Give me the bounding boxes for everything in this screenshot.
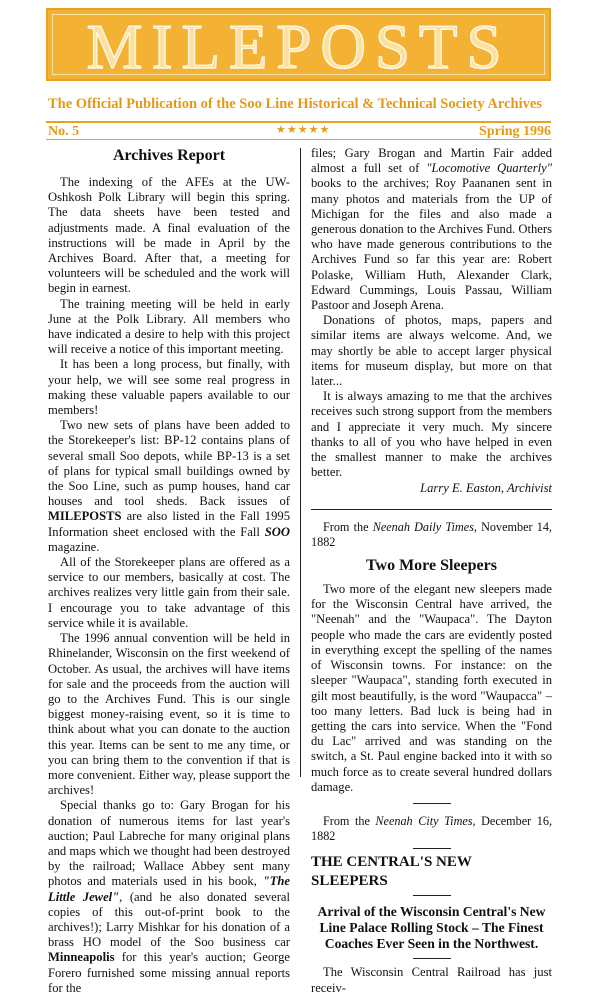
stars-ornament: ★★★★★ (276, 123, 331, 136)
sleepers-paragraph: Two more of the elegant new sleepers made for the Wisconsin Central have arrived, the "Neenah" and the "Waupaca". The Dayton people who made the cars are evidently posted in everything except the spelling of the names of Wisconsin towns. For instance: on the sleeper "Waupaca", standing forth executed in gilt most beautifully, is the word "Waupacca" – too many letters. Bad luck is being had in getting the cars into service. When the "Fond du Lac" arrived and was standing on the switch, a St. Paul engine backed into it with so much force as to create several hundred dollars damage. (311, 582, 552, 794)
source-line (311, 814, 552, 844)
text-span: for this year's auction; George Forero furnished some missing annual reports for the (48, 950, 290, 995)
business-car-name: Minneapolis (48, 950, 115, 965)
text-span: Special thanks go to: Gary Brogan for his donation of numerous items for last year's auction; Paul Labreche for many original plans and maps which we thought had been destroyed by the railroad; Wallace Abbey sent many photos and materials used in his book, (48, 798, 290, 889)
central-deck: Arrival of the Wisconsin Central's New Line Palace Rolling Stock – The Finest Coaches Ever Seen in the Northwest. (317, 904, 546, 952)
archives-paragraph: The 1996 annual convention will be held in Rhinelander, Wisconsin on the first weekend of October. As usual, the archives will have items for sale and the proceeds from the auction will go to the Archives Fund. This is our single biggest money-raising event, so it is time to think about what you can donate to the auction this year. Items can be sent to me any time, or you can bring them to the convention if that is more convenient. Either way, please support the archives! (48, 631, 290, 798)
text-span: From the (323, 519, 373, 534)
archives-paragraph: It is always amazing to me that the archives receives such strong support from the members and I appreciate it very much. My sincere thanks to all of you who have helped in even the smallest manner to make the archives better. (311, 389, 552, 480)
masthead-title: MILEPOSTS (86, 12, 511, 82)
newspaper-name: Neenah City Times (375, 813, 473, 828)
archives-paragraph: Donations of photos, maps, papers and similar items are always welcome. And, we may shortly be able to accept larger physical items for museum display, but more on that later... (311, 313, 552, 389)
archives-paragraph (48, 418, 290, 555)
header-rule-bottom (46, 139, 551, 140)
left-column (48, 146, 290, 996)
mileposts-name: MILEPOSTS (48, 509, 122, 524)
issue-season: Spring 1996 (479, 124, 551, 139)
issue-number: No. 5 (48, 124, 80, 139)
text-span: From the (323, 813, 376, 828)
right-column (311, 146, 552, 996)
archives-paragraph (311, 146, 552, 313)
text-span: are also listed in the Fall 1995 Information sheet enclosed with the Fall (48, 509, 290, 539)
text-span: books to the archives; Roy Paananen sent in many photos and materials from the UP of Michigan for the files and also made a generous donation to the Archives Fund. Others who have made generous contributions to the Archives Fund so far this year are: Robert Polaske, William Huth, Alexander Clark, Edward Cummings, Louis Passau, William Pastoor and Joseph Arena. (311, 176, 552, 313)
archives-report-heading: Archives Report (112, 147, 226, 164)
archives-paragraph: All of the Storekeeper plans are offered as a service to our members, basically at cost. The archives realizes very little gain from their sale. I encourage you to take advantage of this service while it is available. (48, 555, 290, 630)
central-paragraph: The Wisconsin Central Railroad has just receiv- (311, 965, 552, 995)
short-rule (413, 803, 451, 804)
archives-paragraph: The training meeting will be held in early June at the Polk Library. All members who have indicated a desire to help with this project will receive a notice of this important meeting. (48, 296, 290, 357)
soo-magazine-name: SOO (264, 524, 290, 539)
short-rule (413, 848, 451, 849)
section-rule (311, 509, 552, 510)
column-divider (300, 148, 301, 777)
text-span: Two new sets of plans have been added to the Storekeeper's list: BP-12 contains plans of several small Soo depots, while BP-13 is a set of plans for typical small buildings owned by the Soo Line, such as pump houses, hand car houses and tool sheds. Back issues of (48, 418, 290, 509)
archives-paragraph: It has been a long process, but finally, with your help, we will see some real progress in making these valuable papers available to our members! (48, 357, 290, 418)
sleepers-heading: Two More Sleepers (366, 557, 497, 575)
text-span: files; Gary Brogan and Martin Fair added almost a full set of (311, 146, 552, 176)
short-rule (413, 895, 451, 896)
signature: Larry E. Easton, Archivist (420, 481, 552, 496)
archives-paragraph: The indexing of the AFEs at the UW-Oshkosh Polk Library will begin this spring. The data sheets have been tested and adjustments made. A final evaluation of the instructions will be made in April by the Archives Board. After that, a meeting for volunteers will be scheduled and the work will begin in earnest. (48, 175, 290, 296)
source-line (311, 520, 552, 550)
newspaper-name: Neenah Daily Times (372, 519, 474, 534)
text-span: , November 14, 1882 (311, 519, 552, 549)
archives-paragraph (48, 798, 290, 996)
central-heading: THE CENTRAL'S NEW SLEEPERS (311, 854, 472, 890)
book-title: "The Little Jewel" (48, 874, 290, 904)
masthead-banner (46, 8, 551, 81)
text-span: , (and he also donated several copies of this out-of-print book to the archives!); Larry Mishkar for his donation of a brass HO model of the Soo business car (48, 889, 291, 950)
short-rule (413, 958, 451, 959)
masthead-subtitle: The Official Publication of the Soo Line Historical & Technical Society Archives (48, 96, 542, 112)
text-span: , December 16, 1882 (311, 813, 552, 844)
magazine-title: "Locomotive Quarterly" (426, 161, 552, 176)
text-span: magazine. (48, 539, 100, 554)
